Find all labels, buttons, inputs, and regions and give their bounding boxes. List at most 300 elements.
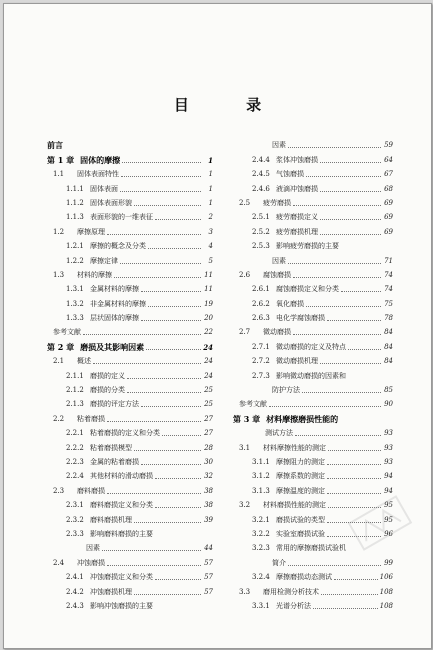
toc-entry[interactable] <box>47 496 213 510</box>
toc-entry-page: 84 <box>384 328 393 337</box>
dot-leader <box>306 176 381 177</box>
toc-entry[interactable] <box>233 366 393 380</box>
toc-page <box>3 3 432 649</box>
toc-entry[interactable] <box>233 280 393 294</box>
toc-entry-label: 固体表面 <box>90 184 118 193</box>
toc-entry-number: 2.1 <box>53 357 65 366</box>
toc-entry-label: 微动磨损机理 <box>276 357 318 366</box>
toc-entry-label: 金属材料的摩擦 <box>90 285 139 294</box>
toc-entry-label: 固体表面特性 <box>77 170 119 179</box>
toc-entry-number: 1.2.1 <box>66 242 84 251</box>
toc-entry[interactable] <box>47 553 213 567</box>
toc-entry-page: 57 <box>204 573 213 582</box>
toc-entry-number: 3.3.1 <box>252 601 270 610</box>
toc-entry-page: 84 <box>384 357 393 366</box>
toc-entry[interactable] <box>233 266 393 280</box>
dot-leader <box>293 334 381 335</box>
dot-leader <box>306 306 381 307</box>
toc-entry[interactable] <box>47 208 213 222</box>
toc-entry-page: 38 <box>204 501 213 510</box>
toc-entry-page: 24 <box>203 342 213 352</box>
toc-entry-number: 2.4.3 <box>66 601 84 610</box>
toc-entry[interactable] <box>47 438 213 452</box>
toc-entry-page: 24 <box>204 371 213 380</box>
toc-entry-page: 30 <box>204 457 213 466</box>
toc-entry[interactable] <box>233 582 393 596</box>
toc-entry[interactable] <box>47 337 213 351</box>
toc-entry[interactable] <box>233 150 393 164</box>
toc-entry-page: 67 <box>384 170 393 179</box>
toc-entry[interactable] <box>233 294 393 308</box>
toc-entry-number: 3.1.2 <box>252 472 270 481</box>
toc-entry-number: 1.1.2 <box>66 198 84 207</box>
toc-entry-page: 1 <box>208 184 213 193</box>
toc-entry-page: 64 <box>384 155 393 164</box>
toc-entry-label: 浆体冲蚀磨损 <box>276 155 318 164</box>
toc-entry-label: 其他材料的滑动磨损 <box>90 472 153 481</box>
toc-entry-label: 粘着磨损 <box>77 414 105 423</box>
toc-entry-page: 78 <box>384 314 393 323</box>
toc-entry-label: 粘着磨损的定义和分类 <box>90 429 160 438</box>
dot-leader <box>102 550 201 551</box>
toc-entry-label: 腐蚀磨损 <box>263 270 291 279</box>
dot-leader <box>155 579 201 580</box>
toc-entry-number: 3.2.1 <box>252 515 270 524</box>
toc-entry-label: 气蚀磨损 <box>276 170 304 179</box>
toc-entry-page: 39 <box>204 515 213 524</box>
toc-entry-number: 1.2.2 <box>66 256 84 265</box>
toc-entry-number: 2.2 <box>53 414 65 423</box>
toc-entry-number: 2.1.1 <box>66 371 84 380</box>
toc-entry-number: 2.4.6 <box>252 184 270 193</box>
toc-entry-page: 24 <box>204 357 213 366</box>
toc-entry-number: 2.7.2 <box>252 357 270 366</box>
toc-entry-label: 冲蚀磨损定义和分类 <box>90 573 153 582</box>
dot-leader <box>141 464 201 465</box>
toc-entry-page: 27 <box>204 429 213 438</box>
toc-entry[interactable] <box>47 150 213 164</box>
toc-entry-label: 微动磨损 <box>263 328 291 337</box>
toc-entry[interactable] <box>47 266 213 280</box>
toc-entry-label: 粘着磨损模型 <box>90 443 132 452</box>
toc-entry-number: 2.7.1 <box>252 342 270 351</box>
dot-leader <box>293 205 381 206</box>
toc-entry[interactable] <box>47 424 213 438</box>
toc-entry-label: 材料摩擦性能的测定 <box>263 443 326 452</box>
toc-entry[interactable] <box>233 395 393 409</box>
toc-entry-page: 11 <box>204 285 213 294</box>
toc-entry-number: 3.1 <box>239 443 251 452</box>
toc-entry[interactable] <box>47 352 213 366</box>
toc-entry[interactable] <box>47 453 213 467</box>
dot-leader <box>134 522 201 523</box>
toc-entry-page: 69 <box>384 213 393 222</box>
toc-entry-number: 2.6 <box>239 270 251 279</box>
toc-entry-number: 2.1.2 <box>66 386 84 395</box>
dot-leader <box>320 234 381 235</box>
toc-entry-number: 1.3.3 <box>66 314 84 323</box>
toc-entry-label: 液滴冲蚀磨损 <box>276 184 318 193</box>
toc-entry-page: 74 <box>384 285 393 294</box>
toc-entry-number: 1.1.3 <box>66 213 84 222</box>
toc-entry-number: 3.2.3 <box>252 544 270 553</box>
toc-entry-page: 1 <box>208 198 213 207</box>
toc-entry[interactable] <box>233 309 393 323</box>
toc-entry-label: 防护方法 <box>272 386 300 395</box>
toc-entry-label: 影响微动磨损的因素和 <box>276 371 346 380</box>
toc-entry[interactable] <box>233 381 393 395</box>
toc-entry[interactable] <box>233 222 393 236</box>
dot-leader <box>127 378 201 379</box>
toc-entry-number: 2.5.1 <box>252 213 270 222</box>
toc-entry-label: 常用的摩擦磨损试验机 <box>276 544 346 553</box>
dot-leader <box>295 435 381 436</box>
toc-entry-label: 因素 <box>272 256 286 265</box>
toc-entry-page: 2 <box>208 213 213 222</box>
toc-entry-page: 1 <box>208 170 213 179</box>
dot-leader <box>155 478 201 479</box>
toc-entry-page: 94 <box>384 472 393 481</box>
dot-leader <box>134 594 201 595</box>
toc-entry-page: 93 <box>384 429 393 438</box>
dot-leader <box>288 147 381 148</box>
dot-leader <box>127 392 201 393</box>
toc-entry-number: 3.3 <box>239 587 251 596</box>
toc-entry[interactable] <box>47 539 213 553</box>
toc-entry[interactable] <box>47 323 213 337</box>
toc-entry-page: 108 <box>379 587 393 596</box>
dot-leader <box>155 507 201 508</box>
dot-leader <box>141 320 201 321</box>
dot-leader <box>327 478 381 479</box>
toc-entry-number: 3.1.3 <box>252 486 270 495</box>
toc-entry[interactable] <box>47 280 213 294</box>
toc-entry-label: 测试方法 <box>265 429 293 438</box>
dot-leader <box>288 565 381 566</box>
toc-entry-page: 4 <box>208 242 213 251</box>
toc-entry-label: 光谱分析法 <box>276 601 311 610</box>
toc-entry-label: 实验室磨损试验 <box>276 529 325 538</box>
toc-entry-label: 磨料磨损 <box>77 486 105 495</box>
toc-entry-number: 2.2.2 <box>66 443 84 452</box>
toc-entry-label: 参考文献 <box>53 328 81 337</box>
toc-entry[interactable] <box>47 597 213 611</box>
dot-leader <box>146 349 201 350</box>
toc-entry[interactable] <box>47 582 213 596</box>
toc-entry-number: 2.4.5 <box>252 170 270 179</box>
toc-entry-label: 疲劳磨损 <box>263 198 291 207</box>
toc-entry-label: 材料的摩擦 <box>77 270 112 279</box>
dot-leader <box>120 263 201 264</box>
toc-entry-label: 表面形貌的一维表征 <box>90 213 153 222</box>
toc-entry[interactable] <box>47 309 213 323</box>
toc-entry-number: 1.1 <box>53 170 65 179</box>
toc-entry-page: 32 <box>204 472 213 481</box>
toc-entry-label: 冲蚀磨损 <box>77 558 105 567</box>
toc-entry[interactable] <box>47 409 213 423</box>
toc-entry-label: 影响冲蚀磨损的主要 <box>90 601 153 610</box>
toc-entry-page: 1 <box>208 155 213 165</box>
dot-leader <box>122 162 201 163</box>
toc-entry-number: 2.2.1 <box>66 429 84 438</box>
toc-entry-label: 影响磨料磨损的主要 <box>90 529 153 538</box>
toc-entry-page: 59 <box>384 141 393 150</box>
toc-entry[interactable] <box>233 424 393 438</box>
dot-leader <box>141 291 201 292</box>
toc-entry-page: 85 <box>384 386 393 395</box>
toc-entry[interactable] <box>233 337 393 351</box>
toc-entry[interactable] <box>233 568 393 582</box>
toc-entry-page: 22 <box>204 328 213 337</box>
toc-entry-page: 19 <box>204 299 213 308</box>
toc-entry-number: 2.6.2 <box>252 299 270 308</box>
dot-leader <box>83 334 201 335</box>
toc-entry-page: 25 <box>204 400 213 409</box>
dot-leader <box>320 162 381 163</box>
toc-entry-label: 微动磨损的定义及特点 <box>276 342 346 351</box>
toc-entry-label: 磨用检测分析技术 <box>263 587 319 596</box>
toc-entry-number: 1.3.2 <box>66 299 84 308</box>
toc-entry[interactable] <box>47 467 213 481</box>
toc-entry-page: 99 <box>384 558 393 567</box>
toc-entry-label: 固体表面形貌 <box>90 198 132 207</box>
toc-entry[interactable] <box>233 179 393 193</box>
toc-entry-label: 金属的粘着磨损 <box>90 457 139 466</box>
toc-entry-number: 2.2.3 <box>66 457 84 466</box>
toc-entry-page: 74 <box>384 270 393 279</box>
toc-entry[interactable] <box>47 294 213 308</box>
toc-entry-page: 38 <box>204 486 213 495</box>
toc-entry-label: 影响疲劳磨损的主要 <box>276 242 339 251</box>
dot-leader <box>134 205 201 206</box>
toc-entry-label: 摩擦的概念及分类 <box>90 242 146 251</box>
toc-entry-number: 2.5.2 <box>252 227 270 236</box>
toc-entry-label: 固体的摩擦 <box>80 155 121 165</box>
toc-entry-label: 摩擦温度的测定 <box>276 486 325 495</box>
toc-entry-label: 材料摩擦磨损性能的 <box>266 414 339 424</box>
toc-entry-page: 93 <box>384 443 393 452</box>
toc-entry-number: 2.7.3 <box>252 371 270 380</box>
toc-entry-number: 3.2.2 <box>252 529 270 538</box>
toc-entry-number: 3.2.4 <box>252 573 270 582</box>
toc-entry-page: 68 <box>384 184 393 193</box>
toc-entry-number: 第 1 章 <box>47 154 75 165</box>
toc-entry-label: 腐蚀磨损定义和分类 <box>276 285 339 294</box>
toc-entry-page: 84 <box>384 342 393 351</box>
toc-entry-label: 概述 <box>77 357 91 366</box>
dot-leader <box>320 219 381 220</box>
toc-entry[interactable] <box>233 467 393 481</box>
toc-entry-page: 106 <box>379 573 393 582</box>
toc-left-column <box>47 136 213 611</box>
dot-leader <box>288 263 381 264</box>
toc-entry[interactable] <box>47 251 213 265</box>
toc-entry[interactable] <box>233 165 393 179</box>
toc-entry-label: 疲劳磨损定义 <box>276 213 318 222</box>
dot-leader <box>321 594 378 595</box>
toc-entry-label: 电化学腐蚀磨损 <box>276 314 325 323</box>
toc-entry-number: 2.4.1 <box>66 573 84 582</box>
toc-entry-page: 57 <box>204 587 213 596</box>
dot-leader <box>162 435 201 436</box>
toc-entry-label: 非金属材料的摩擦 <box>90 299 146 308</box>
dot-leader <box>134 450 201 451</box>
toc-entry-label: 摩擦磨损动态测试 <box>276 573 332 582</box>
toc-entry[interactable] <box>47 222 213 236</box>
dot-leader <box>93 363 201 364</box>
toc-entry[interactable] <box>233 409 393 423</box>
toc-entry[interactable] <box>233 323 393 337</box>
toc-entry-label: 氧化磨损 <box>276 299 304 308</box>
toc-entry-page: 95 <box>384 501 393 510</box>
toc-entry-label: 摩擦定律 <box>90 256 118 265</box>
dot-leader <box>141 406 201 407</box>
dot-leader <box>302 392 381 393</box>
dot-leader <box>148 306 201 307</box>
toc-entry-number: 2.5 <box>239 198 251 207</box>
dot-leader <box>327 464 381 465</box>
toc-entry[interactable] <box>47 525 213 539</box>
toc-entry-page: 95 <box>384 515 393 524</box>
toc-entry-number: 2.2.4 <box>66 472 84 481</box>
toc-entry[interactable] <box>233 136 393 150</box>
toc-entry[interactable] <box>233 237 393 251</box>
toc-entry[interactable] <box>47 237 213 251</box>
toc-entry-label: 参考文献 <box>239 400 267 409</box>
toc-entry-label: 磨损及其影响因素 <box>80 342 145 352</box>
toc-entry-label: 因素 <box>86 544 100 553</box>
toc-entry[interactable] <box>233 438 393 452</box>
toc-entry-label: 磨损试验的类型 <box>276 515 325 524</box>
dot-leader <box>327 320 381 321</box>
dot-leader <box>341 291 381 292</box>
toc-entry-number: 2.3.1 <box>66 501 84 510</box>
toc-entry-page: 94 <box>384 486 393 495</box>
toc-entry[interactable] <box>47 568 213 582</box>
toc-entry-label: 磨料磨损机理 <box>90 515 132 524</box>
toc-entry-number: 2.3.3 <box>66 529 84 538</box>
toc-entry-number: 3.2 <box>239 501 251 510</box>
toc-entry-label: 磨损的分类 <box>90 386 125 395</box>
dot-leader <box>334 579 378 580</box>
toc-entry-label: 简介 <box>272 558 286 567</box>
toc-entry-label: 前言 <box>47 141 63 151</box>
dot-leader <box>121 176 201 177</box>
toc-entry-number: 2.3 <box>53 486 65 495</box>
toc-entry-label: 疲劳磨损机理 <box>276 227 318 236</box>
dot-leader <box>107 493 201 494</box>
toc-entry-number: 第 3 章 <box>233 413 261 424</box>
toc-entry-page: 90 <box>384 400 393 409</box>
toc-entry[interactable] <box>233 208 393 222</box>
dot-leader <box>320 363 381 364</box>
toc-entry-number: 2.7 <box>239 328 251 337</box>
dot-leader <box>107 565 201 566</box>
dot-leader <box>328 450 381 451</box>
toc-entry-label: 因素 <box>272 141 286 150</box>
dot-leader <box>269 406 381 407</box>
toc-entry[interactable] <box>233 597 393 611</box>
toc-entry-number: 2.3.2 <box>66 515 84 524</box>
toc-entry[interactable] <box>47 366 213 380</box>
dot-leader <box>120 191 201 192</box>
toc-entry-number: 2.6.3 <box>252 314 270 323</box>
toc-entry-number: 2.4 <box>53 558 65 567</box>
toc-entry-number: 2.4.4 <box>252 155 270 164</box>
page-title: 目 录 <box>173 96 288 114</box>
toc-entry-label: 材料磨损性能的测定 <box>263 501 326 510</box>
toc-entry-page: 96 <box>384 529 393 538</box>
toc-entry-number: 1.3 <box>53 270 65 279</box>
toc-entry-page: 93 <box>384 457 393 466</box>
toc-entry-label: 冲蚀磨损机理 <box>90 587 132 596</box>
toc-entry-page: 75 <box>384 299 393 308</box>
dot-leader <box>313 608 378 609</box>
toc-entry[interactable] <box>47 136 213 150</box>
dot-leader <box>320 191 381 192</box>
dot-leader <box>114 277 201 278</box>
toc-entry-label: 摩擦原理 <box>77 227 105 236</box>
dot-leader <box>107 234 201 235</box>
toc-entry[interactable] <box>233 251 393 265</box>
toc-entry[interactable] <box>233 352 393 366</box>
toc-entry-number: 1.1.1 <box>66 184 84 193</box>
toc-entry-label: 磨料磨损定义和分类 <box>90 501 153 510</box>
toc-entry-page: 69 <box>384 198 393 207</box>
toc-entry-page: 20 <box>204 314 213 323</box>
dot-leader <box>293 277 381 278</box>
toc-entry[interactable] <box>233 453 393 467</box>
toc-entry-number: 2.6.1 <box>252 285 270 294</box>
toc-entry-label: 磨损的定义 <box>90 371 125 380</box>
dot-leader <box>155 219 201 220</box>
toc-entry-page: 69 <box>384 227 393 236</box>
toc-entry-page: 44 <box>204 544 213 553</box>
toc-entry-number: 3.1.1 <box>252 457 270 466</box>
toc-entry-number: 2.5.3 <box>252 242 270 251</box>
toc-entry-page: 108 <box>379 601 393 610</box>
dot-leader <box>148 248 201 249</box>
toc-entry-page: 57 <box>204 558 213 567</box>
toc-entry[interactable] <box>47 165 213 179</box>
toc-entry[interactable] <box>47 510 213 524</box>
toc-entry-number: 第 2 章 <box>47 341 75 352</box>
toc-entry-number: 1.2 <box>53 227 65 236</box>
toc-entry-label: 层状固体的摩擦 <box>90 314 139 323</box>
toc-entry-label: 磨损的评定方法 <box>90 400 139 409</box>
toc-entry[interactable] <box>47 481 213 495</box>
toc-entry-page: 5 <box>208 256 213 265</box>
toc-entry-number: 2.4.2 <box>66 587 84 596</box>
toc-entry[interactable] <box>47 395 213 409</box>
toc-entry-label: 摩擦阻力的测定 <box>276 457 325 466</box>
toc-entry-page: 25 <box>204 386 213 395</box>
toc-entry-label: 摩擦系数的测定 <box>276 472 325 481</box>
toc-entry-page: 28 <box>204 443 213 452</box>
toc-entry[interactable] <box>233 194 393 208</box>
dot-leader <box>348 349 381 350</box>
toc-entry-page: 71 <box>384 256 393 265</box>
toc-entry-number: 1.3.1 <box>66 285 84 294</box>
dot-leader <box>107 421 201 422</box>
toc-entry[interactable] <box>47 194 213 208</box>
toc-entry-page: 11 <box>204 270 213 279</box>
toc-entry-page: 27 <box>204 414 213 423</box>
toc-entry-number: 2.1.3 <box>66 400 84 409</box>
toc-entry[interactable] <box>47 381 213 395</box>
toc-entry-page: 3 <box>208 227 213 236</box>
toc-entry[interactable] <box>47 179 213 193</box>
